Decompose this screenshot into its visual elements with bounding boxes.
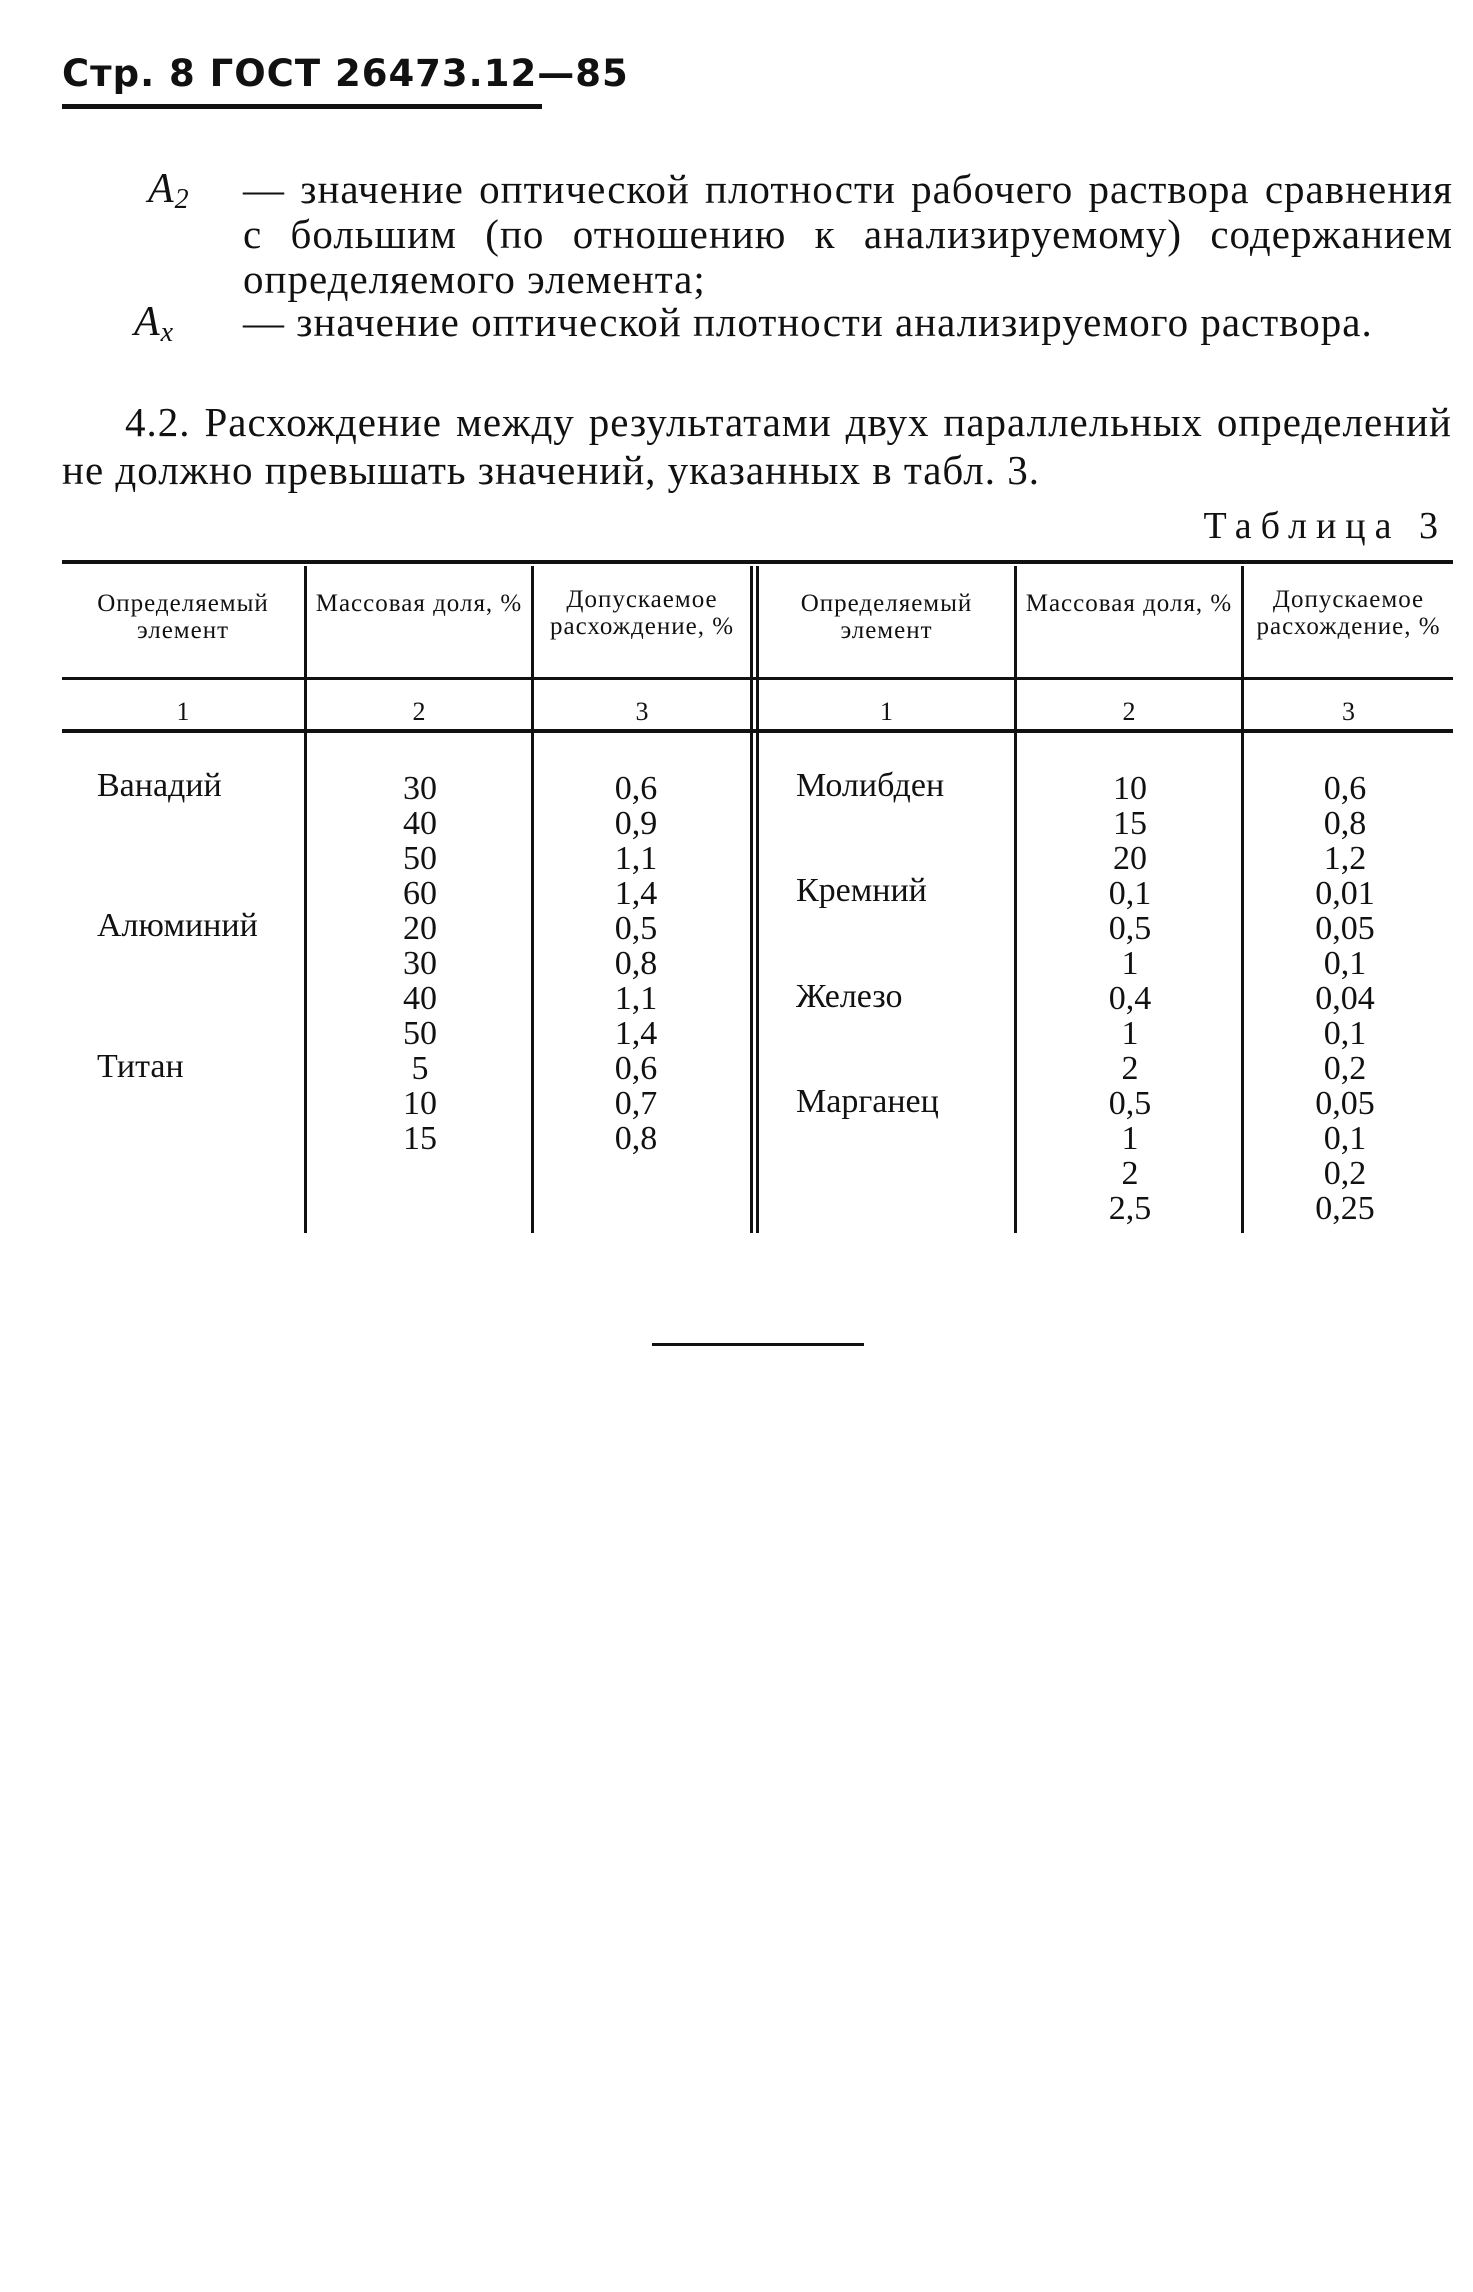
tolerance-value: 1,1 [614,980,658,1017]
header-element-left: Определяемый элемент [97,590,269,644]
tolerance-value: 1,2 [1323,840,1367,877]
tolerance-value: 0,7 [614,1085,658,1122]
column-number: 3 [635,697,649,726]
tolerance-value: 0,1 [1323,1120,1367,1157]
col-divider-3b [756,566,759,1233]
mass-value: 40 [403,805,437,842]
element-titanium: Титан [97,1048,184,1085]
tolerance-value: 0,9 [614,805,658,842]
tolerance-value: 1,4 [614,875,658,912]
tolerance-value: 0,6 [614,1050,658,1087]
mass-column-left [370,771,470,1156]
paragraph-4-2: 4.2. Расхождение между результатами двух параллельных определений не должно превышать значений, указанных в табл. 3. [62,399,1452,493]
col-divider-1 [304,566,307,1233]
element-aluminium: Алюминий [97,907,258,944]
column-number: 2 [1122,697,1136,726]
mass-column-right [1080,771,1180,1226]
element-silicon: Кремний [796,872,927,909]
definition-a2-text: — значение оптической плотности рабочего раствора сравнения с большим (по отношению к анализируемому) содержанием определяемого элемента; [243,166,1453,302]
column-number: 3 [1342,697,1355,726]
tolerance-value: 0,6 [1323,770,1367,807]
mass-value: 2 [1121,1155,1139,1192]
col-divider-3a [750,566,753,1233]
mass-value: 60 [403,875,437,912]
tolerance-value: 0,2 [1323,1155,1367,1192]
mass-value: 1 [1121,1120,1139,1157]
header-rule [62,104,542,109]
element-molybdenum: Молибден [796,767,945,804]
header-mass-right: Массовая доля, % [1025,590,1233,617]
col-divider-2 [531,566,534,1233]
tolerance-value: 0,25 [1315,1190,1375,1227]
symbol-a2: $A_2$ [148,166,190,215]
tolerance-column-right [1290,771,1400,1226]
column-number: 1 [176,697,190,726]
column-number: 1 [880,697,893,726]
tolerance-value: 0,8 [614,945,658,982]
col-divider-5 [1241,566,1244,1233]
mass-value: 50 [403,840,437,877]
tolerance-value: 0,2 [1323,1050,1367,1087]
mass-value: 1 [1121,945,1139,982]
element-vanadium: Ванадий [97,767,222,804]
header-element-right: Определяемый элемент [800,590,973,644]
mass-value: 0,1 [1108,875,1152,912]
element-iron: Железо [796,978,903,1015]
tolerance-value: 1,4 [614,1015,658,1052]
tolerance-value: 0,8 [614,1120,658,1157]
mass-value: 40 [403,980,437,1017]
tolerance-value: 0,5 [614,910,658,947]
header-tolerance-left: Допускаемое расхождение, % [549,586,735,640]
mass-value: 2 [1121,1050,1139,1087]
tolerance-value: 0,1 [1323,945,1367,982]
tolerance-column-left [586,771,686,1156]
col-divider-4 [1014,566,1017,1233]
mass-value: 15 [1113,805,1147,842]
mass-value: 30 [403,770,437,807]
mass-value: 0,5 [1108,1085,1152,1122]
tolerance-value: 1,1 [614,840,658,877]
mass-value: 5 [411,1050,429,1087]
table-top-rule [62,560,1453,564]
mass-value: 2,5 [1108,1190,1152,1227]
tolerance-value: 0,05 [1315,910,1375,947]
tolerance-value: 0,8 [1323,805,1367,842]
tolerance-value: 0,6 [614,770,658,807]
page-header: Стр. 8 ГОСТ 26473.12—85 [62,52,629,95]
end-of-section-rule [652,1343,864,1346]
mass-value: 30 [403,945,437,982]
mass-value: 0,5 [1108,910,1152,947]
definition-ax [134,300,1453,395]
tolerance-value: 0,1 [1323,1015,1367,1052]
header-mass-left: Массовая доля, % [315,590,523,617]
mass-value: 50 [403,1015,437,1052]
symbol-ax: $A_x$ [134,299,175,348]
mass-value: 10 [403,1085,437,1122]
tolerance-value: 0,01 [1315,875,1375,912]
mass-value: 10 [1113,770,1147,807]
definition-a2 [148,167,1453,307]
table-caption: Таблица 3 [1203,505,1447,547]
tolerance-value: 0,04 [1315,980,1375,1017]
mass-value: 15 [403,1120,437,1157]
definition-ax-text: — значение оптической плотности анализируемого раствора. [243,299,1373,345]
mass-value: 20 [403,910,437,947]
header-tolerance-right: Допускаемое расхождение, % [1256,586,1441,640]
mass-value: 20 [1113,840,1147,877]
column-number: 2 [412,697,426,726]
mass-value: 0,4 [1108,980,1152,1017]
mass-value: 1 [1121,1015,1139,1052]
tolerance-value: 0,05 [1315,1085,1375,1122]
element-manganese: Марганец [796,1083,939,1120]
